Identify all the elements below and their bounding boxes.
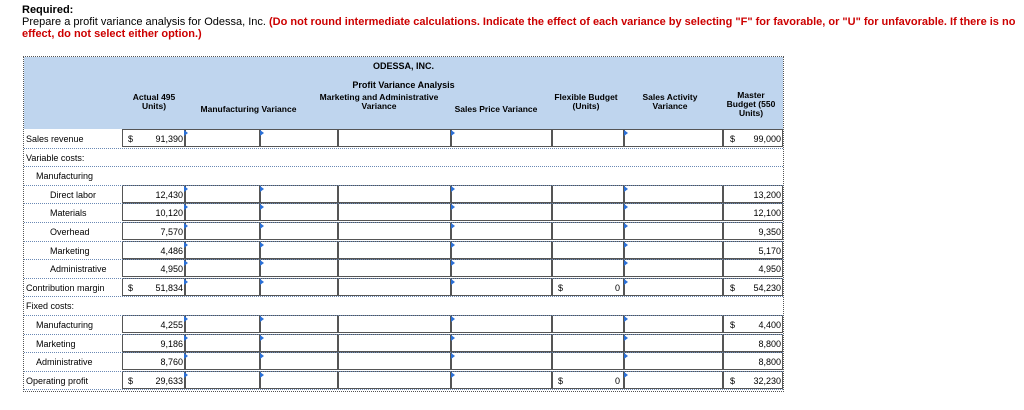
table-row xyxy=(24,278,783,297)
table-row xyxy=(24,315,783,334)
flexible-amount: 0 xyxy=(614,375,620,386)
fu-dropdown-icon[interactable] xyxy=(260,204,264,210)
master-value[interactable] xyxy=(624,352,723,370)
required-heading: Required: xyxy=(22,4,74,16)
price-variance-input[interactable] xyxy=(338,334,451,352)
instructions-text: Prepare a profit variance analysis for Odessa, Inc. xyxy=(22,16,270,28)
actual-amount: 8,760 xyxy=(160,357,183,368)
dollar-sign: $ xyxy=(128,375,134,386)
master-value[interactable] xyxy=(624,203,723,221)
flexible-input[interactable] xyxy=(451,371,552,389)
mkt-variance-input[interactable] xyxy=(260,315,338,333)
row-label: Manufacturing xyxy=(36,320,94,330)
row-divider xyxy=(24,259,783,260)
mkt-variance-input[interactable] xyxy=(260,185,338,203)
activity-variance-input[interactable] xyxy=(552,315,624,333)
price-variance-input[interactable] xyxy=(338,278,451,296)
master-value[interactable] xyxy=(624,371,723,389)
row-divider xyxy=(24,278,783,279)
fu-dropdown-icon[interactable] xyxy=(184,260,188,266)
actual-amount: 51,834 xyxy=(155,282,183,293)
row-label: Variable costs: xyxy=(26,152,85,163)
table-row xyxy=(24,222,783,241)
table-row xyxy=(24,371,783,390)
fu-dropdown-icon[interactable] xyxy=(184,204,188,210)
flexible-input[interactable] xyxy=(451,334,552,352)
dollar-sign: $ xyxy=(730,375,736,386)
fu-dropdown-icon[interactable] xyxy=(184,242,188,248)
row-label: Fixed costs: xyxy=(26,301,75,312)
fu-dropdown-icon[interactable] xyxy=(624,372,628,378)
fu-dropdown-icon[interactable] xyxy=(184,335,188,341)
mfg-variance-input[interactable] xyxy=(185,259,260,277)
master-amount: 13,200 xyxy=(753,189,781,200)
mfg-variance-input[interactable] xyxy=(185,352,260,370)
price-variance-input[interactable] xyxy=(338,129,451,147)
mfg-variance-input[interactable] xyxy=(185,278,260,296)
price-variance-input[interactable] xyxy=(338,352,451,370)
master-amount: 5,170 xyxy=(758,245,781,256)
mkt-variance-input[interactable] xyxy=(260,222,338,240)
row-divider xyxy=(24,315,783,316)
fu-dropdown-icon[interactable] xyxy=(184,372,188,378)
fu-dropdown-icon[interactable] xyxy=(451,372,455,378)
fu-dropdown-icon[interactable] xyxy=(624,316,628,322)
mkt-variance-input[interactable] xyxy=(260,371,338,389)
activity-variance-input[interactable] xyxy=(552,203,624,221)
row-label: Direct labor xyxy=(50,189,97,200)
activity-variance-input[interactable] xyxy=(552,334,624,352)
fu-dropdown-icon[interactable] xyxy=(260,130,264,136)
table-row xyxy=(24,241,783,260)
table-title: ODESSA, INC. xyxy=(372,61,434,71)
row-divider xyxy=(24,334,783,335)
mfg-variance-input[interactable] xyxy=(185,241,260,259)
dollar-sign: $ xyxy=(558,375,564,386)
fu-dropdown-icon[interactable] xyxy=(260,242,264,248)
fu-dropdown-icon[interactable] xyxy=(624,242,628,248)
row-divider xyxy=(24,222,783,223)
master-amount: 4,400 xyxy=(758,320,781,330)
actual-amount: 9,186 xyxy=(160,338,183,349)
fu-dropdown-icon[interactable] xyxy=(451,260,455,266)
fu-dropdown-icon[interactable] xyxy=(260,316,264,322)
price-variance-input[interactable] xyxy=(338,222,451,240)
table-row xyxy=(24,352,783,371)
activity-variance-input[interactable] xyxy=(552,352,624,370)
fu-dropdown-icon[interactable] xyxy=(260,260,264,266)
master-amount: 54,230 xyxy=(753,282,781,293)
master-amount: 8,800 xyxy=(758,357,781,368)
master-value[interactable] xyxy=(624,278,723,296)
flexible-input[interactable] xyxy=(451,352,552,370)
fu-dropdown-icon[interactable] xyxy=(184,130,188,136)
actual-amount: 91,390 xyxy=(155,134,183,144)
fu-dropdown-icon[interactable] xyxy=(260,335,264,341)
activity-variance-input[interactable] xyxy=(552,129,624,147)
mkt-variance-input[interactable] xyxy=(260,278,338,296)
flexible-input[interactable] xyxy=(451,185,552,203)
mfg-variance-input[interactable] xyxy=(185,129,260,147)
actual-amount: 10,120 xyxy=(155,208,183,219)
col-mfg-variance: Manufacturing Variance xyxy=(200,104,297,114)
mkt-variance-input[interactable] xyxy=(260,241,338,259)
row-divider xyxy=(24,166,783,167)
mkt-variance-input[interactable] xyxy=(260,203,338,221)
actual-amount: 12,430 xyxy=(155,189,183,200)
actual-amount: 4,255 xyxy=(160,320,183,330)
row-label: Contribution margin xyxy=(26,282,105,293)
row-label: Marketing xyxy=(50,245,90,256)
instructions xyxy=(22,16,1018,40)
master-amount: 4,950 xyxy=(758,264,781,275)
fu-dropdown-icon[interactable] xyxy=(624,186,628,192)
dollar-sign: $ xyxy=(128,134,134,144)
fu-dropdown-icon[interactable] xyxy=(184,316,188,322)
master-amount: 99,000 xyxy=(753,134,781,144)
fu-dropdown-icon[interactable] xyxy=(184,353,188,359)
fu-dropdown-icon[interactable] xyxy=(260,186,264,192)
mkt-variance-input[interactable] xyxy=(260,259,338,277)
price-variance-input[interactable] xyxy=(338,241,451,259)
fu-dropdown-icon[interactable] xyxy=(451,316,455,322)
actual-amount: 4,486 xyxy=(160,245,183,256)
col-flexible: Flexible Budget (Units) xyxy=(554,92,618,111)
fu-dropdown-icon[interactable] xyxy=(624,260,628,266)
row-label: Administrative xyxy=(36,357,93,368)
table-row xyxy=(24,259,783,278)
row-label: Materials xyxy=(50,208,87,219)
fu-dropdown-icon[interactable] xyxy=(451,335,455,341)
flexible-input[interactable] xyxy=(451,241,552,259)
table-row xyxy=(24,148,783,167)
actual-amount: 29,633 xyxy=(155,375,183,386)
price-variance-input[interactable] xyxy=(338,185,451,203)
row-divider xyxy=(24,241,783,242)
dollar-sign: $ xyxy=(730,282,736,293)
row-label: Marketing xyxy=(36,338,76,349)
variance-table xyxy=(23,56,784,392)
mfg-variance-input[interactable] xyxy=(185,222,260,240)
fu-dropdown-icon[interactable] xyxy=(260,279,264,285)
table-row xyxy=(24,334,783,353)
fu-dropdown-icon[interactable] xyxy=(260,353,264,359)
master-value[interactable] xyxy=(624,241,723,259)
fu-dropdown-icon[interactable] xyxy=(451,279,455,285)
flexible-amount: 0 xyxy=(614,282,620,293)
fu-dropdown-icon[interactable] xyxy=(624,130,628,136)
mfg-variance-input[interactable] xyxy=(185,315,260,333)
mkt-variance-input[interactable] xyxy=(260,129,338,147)
master-amount: 32,230 xyxy=(753,375,781,386)
col-mkt-variance: Marketing and Administrative Variance xyxy=(319,92,439,111)
flexible-input[interactable] xyxy=(451,278,552,296)
col-price-variance: Sales Price Variance xyxy=(454,104,538,114)
row-label: Overhead xyxy=(50,227,90,237)
fu-dropdown-icon[interactable] xyxy=(451,130,455,136)
fu-dropdown-icon[interactable] xyxy=(624,204,628,210)
fu-dropdown-icon[interactable] xyxy=(451,353,455,359)
col-master: Master Budget (550 Units) xyxy=(726,90,776,118)
table-row xyxy=(24,296,783,315)
dollar-sign: $ xyxy=(730,320,736,330)
fu-dropdown-icon[interactable] xyxy=(451,242,455,248)
dollar-sign: $ xyxy=(128,282,134,293)
row-divider xyxy=(24,203,783,204)
master-value[interactable] xyxy=(624,315,723,333)
flexible-input[interactable] xyxy=(451,259,552,277)
flexible-input[interactable] xyxy=(451,222,552,240)
fu-dropdown-icon[interactable] xyxy=(184,223,188,229)
actual-amount: 4,950 xyxy=(160,264,183,275)
master-value[interactable] xyxy=(624,259,723,277)
fu-dropdown-icon[interactable] xyxy=(624,353,628,359)
activity-variance-input[interactable] xyxy=(552,241,624,259)
fu-dropdown-icon[interactable] xyxy=(184,279,188,285)
price-variance-input[interactable] xyxy=(338,259,451,277)
table-row xyxy=(24,129,783,148)
fu-dropdown-icon[interactable] xyxy=(451,204,455,210)
row-divider xyxy=(24,148,783,149)
fu-dropdown-icon[interactable] xyxy=(451,186,455,192)
table-row xyxy=(24,203,783,222)
activity-variance-input[interactable] xyxy=(552,222,624,240)
activity-variance-input[interactable] xyxy=(552,259,624,277)
mkt-variance-input[interactable] xyxy=(260,352,338,370)
fu-dropdown-icon[interactable] xyxy=(624,279,628,285)
flexible-input[interactable] xyxy=(451,203,552,221)
row-label: Manufacturing xyxy=(36,171,94,182)
table-row xyxy=(24,185,783,204)
row-label: Administrative xyxy=(50,264,107,275)
fu-dropdown-icon[interactable] xyxy=(260,223,264,229)
fu-dropdown-icon[interactable] xyxy=(624,223,628,229)
flexible-input[interactable] xyxy=(451,129,552,147)
table-row xyxy=(24,166,783,185)
mfg-variance-input[interactable] xyxy=(185,203,260,221)
row-divider xyxy=(24,185,783,186)
mfg-variance-input[interactable] xyxy=(185,334,260,352)
col-actual: Actual 495 Units) xyxy=(132,92,176,111)
actual-amount: 7,570 xyxy=(160,227,183,237)
fu-dropdown-icon[interactable] xyxy=(260,372,264,378)
mfg-variance-input[interactable] xyxy=(185,185,260,203)
master-amount: 9,350 xyxy=(758,227,781,237)
row-label: Sales revenue xyxy=(26,134,84,144)
master-value[interactable] xyxy=(624,185,723,203)
row-label: Operating profit xyxy=(26,375,89,386)
master-value[interactable] xyxy=(624,129,723,147)
fu-dropdown-icon[interactable] xyxy=(624,335,628,341)
mkt-variance-input[interactable] xyxy=(260,334,338,352)
fu-dropdown-icon[interactable] xyxy=(451,223,455,229)
master-amount: 8,800 xyxy=(758,338,781,349)
mfg-variance-input[interactable] xyxy=(185,371,260,389)
master-amount: 12,100 xyxy=(753,208,781,219)
row-divider xyxy=(24,352,783,353)
price-variance-input[interactable] xyxy=(338,371,451,389)
col-activity-variance: Sales Activity Variance xyxy=(642,92,698,111)
master-value[interactable] xyxy=(624,334,723,352)
row-divider xyxy=(24,371,783,372)
master-value[interactable] xyxy=(624,222,723,240)
activity-variance-input[interactable] xyxy=(552,185,624,203)
flexible-input[interactable] xyxy=(451,315,552,333)
fu-dropdown-icon[interactable] xyxy=(184,186,188,192)
instructions-note: (Do not round intermediate calculations. Indicate the effect of each variance by selecting "F" for favorable, or "U" for unfavorable. If there is no effect, do not select either option.) xyxy=(22,16,1016,40)
row-divider xyxy=(24,296,783,297)
dollar-sign: $ xyxy=(730,134,736,144)
row-divider xyxy=(24,389,783,390)
price-variance-input[interactable] xyxy=(338,315,451,333)
price-variance-input[interactable] xyxy=(338,203,451,221)
table-subtitle: Profit Variance Analysis xyxy=(352,80,455,90)
dollar-sign: $ xyxy=(558,282,564,293)
